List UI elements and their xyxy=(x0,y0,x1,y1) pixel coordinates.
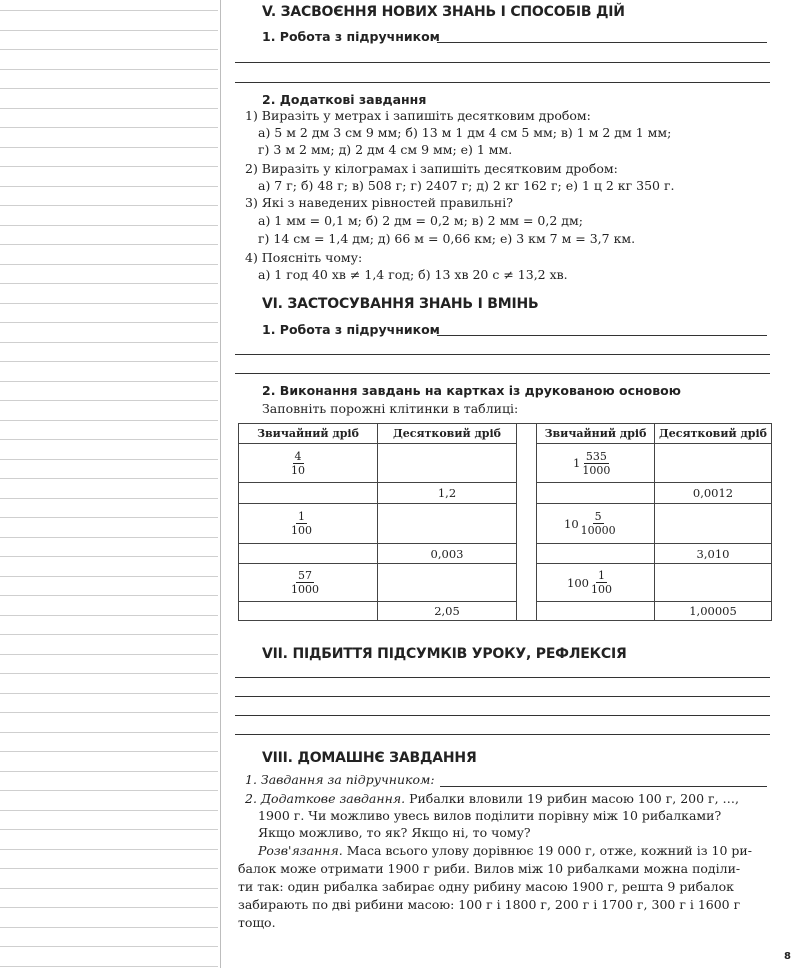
fraction xyxy=(579,510,618,537)
margin-rule xyxy=(0,186,218,187)
empty-cell xyxy=(655,564,772,602)
empty-cell xyxy=(378,504,517,544)
section-6-item-2: 2. Виконання завдань на картках із друкованою основою xyxy=(262,383,681,398)
column-header: Десятковий дріб xyxy=(378,424,517,444)
extra-task-line: а) 7 г; б) 48 г; в) 508 г; г) 2407 г; д) 2 кг 162 г; е) 1 ц 2 кг 350 г. xyxy=(258,178,675,193)
section-6-title: VI. ЗАСТОСУВАННЯ ЗНАНЬ І ВМІНЬ xyxy=(262,296,539,312)
margin-rule xyxy=(0,283,218,284)
margin-rule xyxy=(0,673,218,674)
fraction xyxy=(289,569,321,596)
fraction-cell xyxy=(537,564,655,602)
decimal-cell xyxy=(655,483,772,504)
table-header-row xyxy=(239,424,772,444)
column-header: Звичайний дріб xyxy=(537,424,655,444)
section-8-title: VIII. ДОМАШНЄ ЗАВДАННЯ xyxy=(262,750,477,766)
margin-rule xyxy=(0,420,218,421)
decimal-value: 2,05 xyxy=(434,604,460,618)
fraction-cell xyxy=(239,544,378,564)
margin-rule xyxy=(0,615,218,616)
decimal-cell xyxy=(655,544,772,564)
extra-task-line: а) 5 м 2 дм 3 см 9 мм; б) 13 м 1 дм 4 см 5 мм; в) 1 м 2 дм 1 мм; xyxy=(258,125,672,140)
solution-line: балок може отримати 1900 г риби. Вилов між 10 рибалками можна поділи- xyxy=(238,861,741,876)
margin-rule xyxy=(0,537,218,538)
fraction-cell xyxy=(537,504,655,544)
answer-line xyxy=(235,715,770,716)
numerator: 4 xyxy=(294,449,302,463)
decimal-value: 3,010 xyxy=(696,546,730,561)
margin-rule xyxy=(0,556,218,557)
whole-part: 1 xyxy=(573,456,581,470)
fraction-cell xyxy=(239,444,378,483)
numerator: 1 xyxy=(597,569,605,582)
fraction-cell xyxy=(239,602,378,621)
denominator: 10 xyxy=(291,463,305,477)
notes-margin xyxy=(0,0,220,968)
numerator: 57 xyxy=(298,569,312,582)
table-row xyxy=(239,544,772,564)
homework-item-1: 1. Завдання за підручником: xyxy=(245,772,435,787)
solution-first-line xyxy=(258,843,752,858)
fraction xyxy=(580,450,612,477)
answer-line xyxy=(235,62,770,63)
margin-rule xyxy=(0,634,218,635)
fraction-cell xyxy=(537,483,655,504)
numerator: 5 xyxy=(594,510,602,523)
empty-cell xyxy=(655,504,772,544)
fraction-cell xyxy=(239,564,378,602)
whole-part: 10 xyxy=(564,516,579,531)
margin-rule xyxy=(0,205,218,206)
margin-rule xyxy=(0,10,218,11)
answer-line xyxy=(437,335,767,336)
solution-text: Маса всього улову дорівнює 19 000 г, отже, кожний із 10 ри- xyxy=(342,843,752,858)
empty-cell xyxy=(378,564,517,602)
margin-rule xyxy=(0,966,218,967)
extra-task-line: а) 1 год 40 хв ≠ 1,4 год; б) 13 хв 20 с ≠ 13,2 хв. xyxy=(258,267,568,282)
margin-rule xyxy=(0,868,218,869)
margin-divider xyxy=(220,0,221,968)
decimal-value: 0,003 xyxy=(430,546,464,561)
answer-line xyxy=(235,82,770,83)
margin-rule xyxy=(0,322,218,323)
extra-tasks-title: 2. Додаткові завдання xyxy=(262,92,427,107)
solution-label: Розв'язання. xyxy=(258,843,343,858)
decimal-cell xyxy=(378,483,517,504)
decimal-value: 0,0012 xyxy=(692,486,734,500)
margin-rule xyxy=(0,88,218,89)
extra-task-heading: 4) Поясніть чому: xyxy=(245,250,363,265)
fraction-cell xyxy=(239,483,378,504)
answer-line xyxy=(235,677,770,678)
margin-rule xyxy=(0,147,218,148)
whole-part: 100 xyxy=(567,575,589,590)
fraction-cell xyxy=(537,544,655,564)
homework-item-2-line: Якщо можливо, то як? Якщо ні, то чому? xyxy=(258,825,531,840)
fraction-table xyxy=(238,423,772,621)
margin-rule xyxy=(0,30,218,31)
table-instruction: Заповніть порожні клітинки в таблиці: xyxy=(262,401,519,416)
column-header: Десятковий дріб xyxy=(655,424,772,444)
margin-rule xyxy=(0,459,218,460)
margin-rule xyxy=(0,829,218,830)
margin-rule xyxy=(0,907,218,908)
margin-rule xyxy=(0,595,218,596)
margin-rule xyxy=(0,751,218,752)
margin-rule xyxy=(0,400,218,401)
table-gap xyxy=(517,424,537,621)
table-row xyxy=(239,444,772,483)
answer-line xyxy=(235,373,770,374)
denominator: 100 xyxy=(291,524,312,537)
margin-rule xyxy=(0,108,218,109)
fraction-cell xyxy=(537,602,655,621)
fraction xyxy=(589,569,614,596)
decimal-cell xyxy=(655,602,772,621)
section-5-item-1: 1. Робота з підручником xyxy=(262,29,440,44)
margin-rule xyxy=(0,849,218,850)
homework-item-2-label: 2. Додаткове завдання. xyxy=(245,791,406,806)
extra-task-heading: 3) Які з наведених рівностей правильні? xyxy=(245,195,513,210)
margin-rule xyxy=(0,576,218,577)
mixed-number xyxy=(564,510,618,537)
homework-item-2 xyxy=(245,791,739,806)
margin-rule xyxy=(0,303,218,304)
margin-rule xyxy=(0,498,218,499)
margin-rule xyxy=(0,712,218,713)
decimal-value: 1,00005 xyxy=(689,604,737,618)
denominator: 1000 xyxy=(582,463,611,477)
solution-line: тощо. xyxy=(238,915,276,930)
margin-rule xyxy=(0,888,218,889)
numerator: 535 xyxy=(585,449,607,463)
section-5-title: V. ЗАСВОЄННЯ НОВИХ ЗНАНЬ І СПОСОБІВ ДІЙ xyxy=(262,4,625,20)
margin-rule xyxy=(0,771,218,772)
margin-rule xyxy=(0,693,218,694)
table-row xyxy=(239,564,772,602)
answer-line xyxy=(437,42,767,43)
margin-rule xyxy=(0,381,218,382)
margin-rule xyxy=(0,927,218,928)
decimal-value: 1,2 xyxy=(437,486,457,500)
mixed-number xyxy=(289,449,307,477)
margin-rule xyxy=(0,478,218,479)
margin-rule xyxy=(0,127,218,128)
mixed-number xyxy=(573,449,612,477)
margin-rule xyxy=(0,732,218,733)
fraction xyxy=(289,450,307,477)
margin-rule xyxy=(0,946,218,947)
column-header: Звичайний дріб xyxy=(239,424,378,444)
extra-task-line: а) 1 мм = 0,1 м; б) 2 дм = 0,2 м; в) 2 мм = 0,2 дм; xyxy=(258,213,583,228)
solution-line: забирають по дві рибини масою: 100 г і 1800 г, 200 г і 1700 г, 300 г і 1600 г xyxy=(238,897,741,912)
fraction xyxy=(289,510,314,537)
margin-rule xyxy=(0,244,218,245)
margin-rule xyxy=(0,361,218,362)
answer-line xyxy=(440,786,767,787)
empty-cell xyxy=(655,444,772,483)
margin-rule xyxy=(0,342,218,343)
margin-rule xyxy=(0,225,218,226)
extra-task-line: г) 14 см = 1,4 дм; д) 66 м = 0,66 км; е) 3 км 7 м = 3,7 км. xyxy=(258,231,636,246)
margin-rule xyxy=(0,654,218,655)
mixed-number xyxy=(289,510,314,537)
decimal-cell xyxy=(378,602,517,621)
section-6-item-1: 1. Робота з підручником xyxy=(262,322,440,337)
denominator: 10000 xyxy=(580,524,616,537)
denominator: 100 xyxy=(590,583,612,596)
denominator: 1000 xyxy=(291,583,319,596)
answer-line xyxy=(235,696,770,697)
answer-line xyxy=(235,354,770,355)
margin-rule xyxy=(0,517,218,518)
extra-task-heading: 2) Виразіть у кілограмах і запишіть десятковим дробом: xyxy=(245,161,618,176)
numerator: 1 xyxy=(298,510,305,523)
answer-line xyxy=(235,734,770,735)
homework-item-2-line: 1900 г. Чи можливо увесь вилов поділити порівну між 10 рибалками? xyxy=(258,808,722,823)
page-number: 8 xyxy=(784,951,791,962)
table-row xyxy=(239,602,772,621)
solution-line: ти так: один рибалка забирає одну рибину масою 1900 г, решта 9 рибалок xyxy=(238,879,734,894)
margin-rule xyxy=(0,810,218,811)
margin-rule xyxy=(0,264,218,265)
margin-rule xyxy=(0,49,218,50)
extra-task-line: г) 3 м 2 мм; д) 2 дм 4 см 9 мм; е) 1 мм. xyxy=(258,142,513,157)
mixed-number xyxy=(567,569,614,596)
table-row xyxy=(239,504,772,544)
margin-rule xyxy=(0,69,218,70)
mixed-number xyxy=(289,569,321,596)
fraction-cell xyxy=(537,444,655,483)
margin-rule xyxy=(0,166,218,167)
homework-item-2-text: Рибалки вловили 19 рибин масою 100 г, 200 г, …, xyxy=(405,791,740,806)
fraction-cell xyxy=(239,504,378,544)
margin-rule xyxy=(0,790,218,791)
section-7-title: VII. ПІДБИТТЯ ПІДСУМКІВ УРОКУ, РЕФЛЕКСІЯ xyxy=(262,646,627,662)
table-row xyxy=(239,483,772,504)
empty-cell xyxy=(378,444,517,483)
decimal-cell xyxy=(378,544,517,564)
margin-rule xyxy=(0,439,218,440)
extra-task-heading: 1) Виразіть у метрах і запишіть десятковим дробом: xyxy=(245,108,591,123)
